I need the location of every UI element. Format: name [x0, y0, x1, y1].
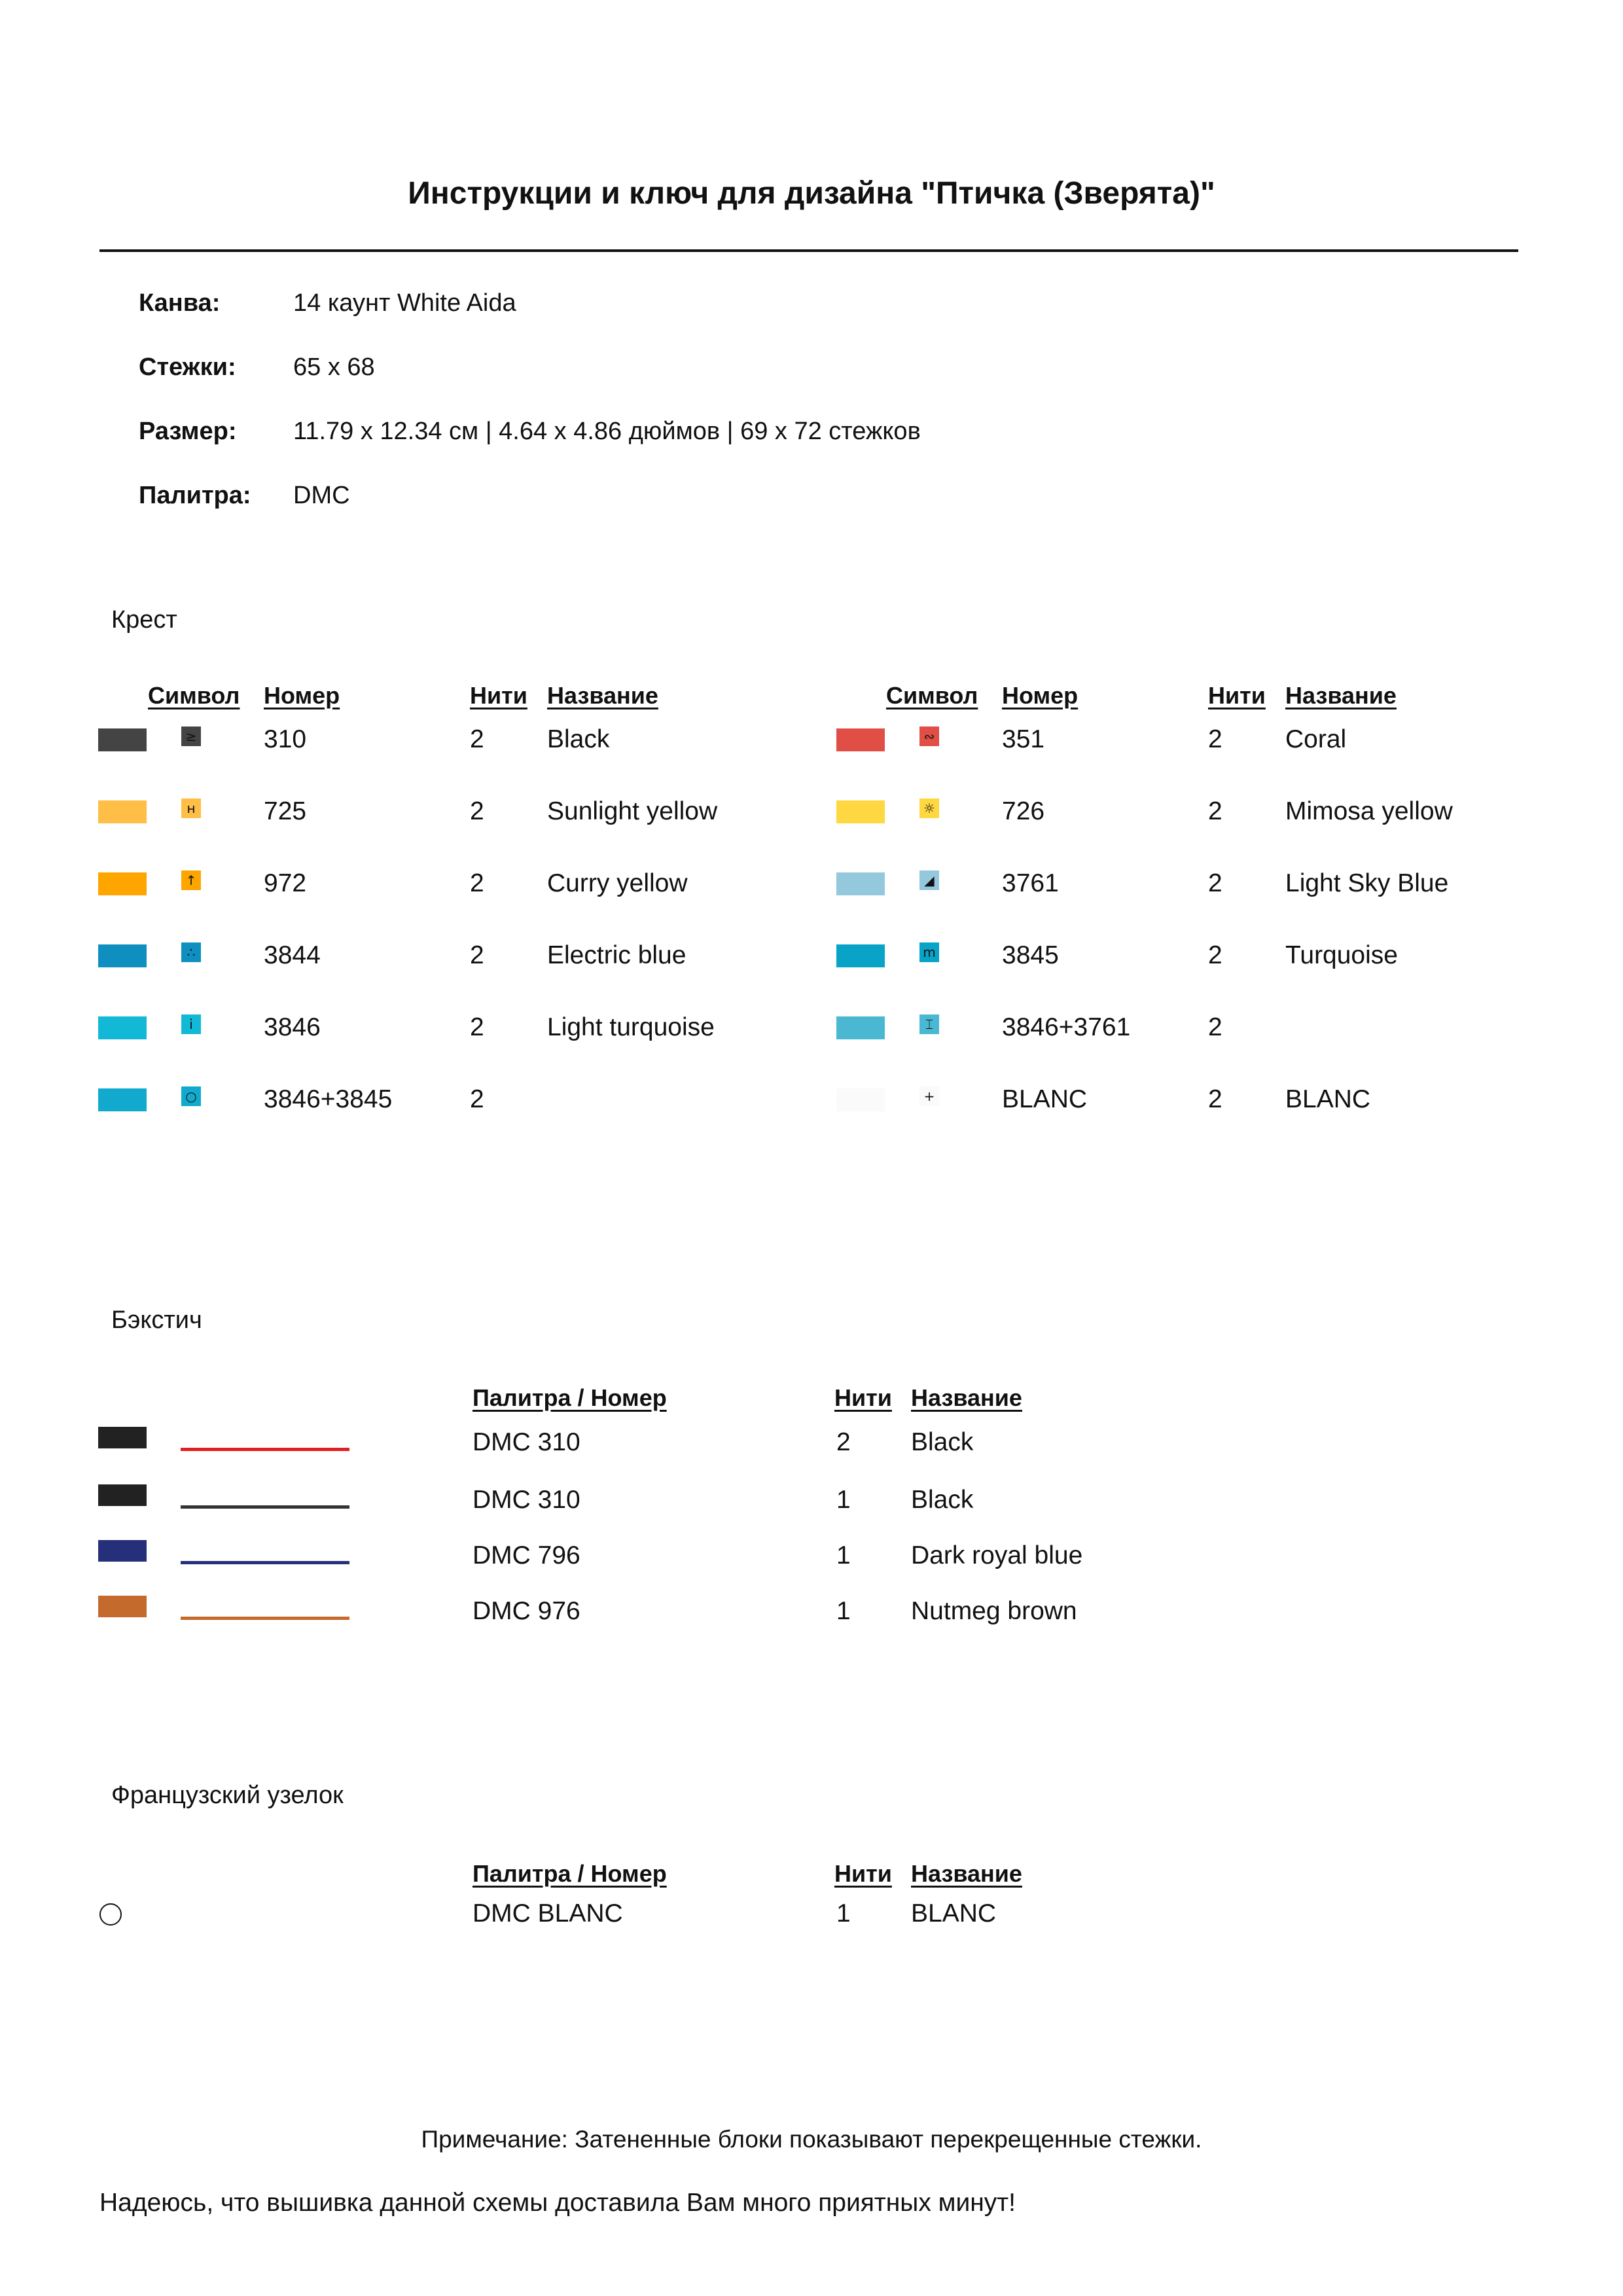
backstitch-line-sample	[181, 1448, 349, 1451]
palette-label: Палитра:	[139, 482, 251, 509]
backstitch-swatch	[98, 1540, 147, 1562]
backstitch-name: Nutmeg brown	[911, 1597, 1077, 1625]
thread-strands: 2	[470, 941, 484, 969]
thread-strands: 2	[470, 1013, 484, 1041]
thread-number: BLANC	[1002, 1085, 1088, 1113]
thread-name: Mimosa yellow	[1285, 797, 1453, 825]
cross-header-name-left: Название	[547, 682, 658, 709]
backstitch-section-title: Бэкстич	[111, 1306, 202, 1334]
stitches-label: Стежки:	[139, 353, 236, 381]
canvas-label: Канва:	[139, 289, 221, 317]
thread-number: 3846	[264, 1013, 321, 1041]
french-knot-circle-icon	[99, 1903, 122, 1926]
stitch-symbol-icon: ∾	[919, 726, 939, 746]
french-knot-header-strands: Нити	[834, 1860, 892, 1887]
french-knot-section-title: Французский узелок	[111, 1782, 344, 1809]
cross-header-number-right: Номер	[1002, 682, 1079, 709]
backstitch-line-sample	[181, 1561, 349, 1564]
cross-header-name-right: Название	[1285, 682, 1397, 709]
page-title: Инструкции и ключ для дизайна "Птичка (Зверята)"	[408, 176, 1215, 211]
backstitch-palette: DMC 796	[473, 1541, 580, 1570]
cross-header-strands-right: Нити	[1208, 682, 1266, 709]
thread-name: Black	[547, 725, 610, 753]
thread-name: BLANC	[1285, 1085, 1371, 1113]
backstitch-palette: DMC 310	[473, 1428, 580, 1456]
thread-name: Light turquoise	[547, 1013, 715, 1041]
stitches-value: 65 x 68	[293, 353, 375, 381]
backstitch-palette: DMC 976	[473, 1597, 580, 1625]
size-value: 11.79 x 12.34 см | 4.64 x 4.86 дюймов | 69 x 72 стежков	[293, 418, 921, 445]
french-knot-strands: 1	[836, 1899, 851, 1928]
thread-number: 3845	[1002, 941, 1059, 969]
color-swatch	[836, 944, 885, 967]
thread-strands: 2	[1208, 725, 1222, 753]
thread-name: Light Sky Blue	[1285, 869, 1449, 897]
french-knot-name: BLANC	[911, 1899, 997, 1928]
thread-name: Coral	[1285, 725, 1347, 753]
backstitch-strands: 1	[836, 1597, 851, 1625]
title-divider	[99, 249, 1518, 252]
cross-header-symbol-right: Символ	[886, 682, 978, 709]
thread-strands: 2	[1208, 869, 1222, 897]
color-swatch	[836, 1016, 885, 1039]
color-swatch	[98, 1016, 147, 1039]
backstitch-header-palette: Палитра / Номер	[473, 1384, 667, 1411]
thread-strands: 2	[470, 725, 484, 753]
cross-header-number-left: Номер	[264, 682, 340, 709]
backstitch-header-name: Название	[911, 1384, 1022, 1411]
thread-name: Sunlight yellow	[547, 797, 718, 825]
stitch-symbol-icon: i	[181, 1014, 201, 1034]
thread-number: 726	[1002, 797, 1045, 825]
color-swatch	[836, 800, 885, 823]
thread-strands: 2	[470, 1085, 484, 1113]
backstitch-line-sample	[181, 1617, 349, 1620]
thread-strands: 2	[470, 797, 484, 825]
backstitch-swatch	[98, 1427, 147, 1448]
cross-header-symbol-left: Символ	[148, 682, 240, 709]
thread-strands: 2	[1208, 941, 1222, 969]
french-knot-header-palette: Палитра / Номер	[473, 1860, 667, 1887]
thread-number: 310	[264, 725, 307, 753]
color-swatch	[98, 944, 147, 967]
backstitch-strands: 2	[836, 1428, 851, 1456]
thread-strands: 2	[470, 869, 484, 897]
color-swatch	[836, 872, 885, 895]
backstitch-strands: 1	[836, 1541, 851, 1570]
stitch-symbol-icon: m	[919, 942, 939, 962]
thread-name: Electric blue	[547, 941, 687, 969]
stitch-symbol-icon: ○	[181, 1086, 201, 1106]
thread-strands: 2	[1208, 797, 1222, 825]
thread-number: 3846+3845	[264, 1085, 393, 1113]
backstitch-palette: DMC 310	[473, 1486, 580, 1514]
thread-name: Turquoise	[1285, 941, 1398, 969]
cross-header-strands-left: Нити	[470, 682, 527, 709]
french-knot-header-name: Название	[911, 1860, 1022, 1887]
color-swatch	[98, 728, 147, 751]
stitch-symbol-icon: н	[181, 798, 201, 818]
backstitch-strands: 1	[836, 1486, 851, 1514]
stitch-symbol-icon: ◢	[919, 870, 939, 890]
note-text: Примечание: Затененные блоки показывают перекрещенные стежки.	[421, 2126, 1202, 2153]
backstitch-swatch	[98, 1484, 147, 1506]
stitch-symbol-icon: ∴	[181, 942, 201, 962]
thread-number: 3846+3761	[1002, 1013, 1131, 1041]
stitch-symbol-icon: ⌶	[919, 1014, 939, 1034]
backstitch-header-strands: Нити	[834, 1384, 892, 1411]
color-swatch	[836, 728, 885, 751]
thread-number: 725	[264, 797, 307, 825]
cross-section-title: Крест	[111, 606, 177, 634]
backstitch-name: Black	[911, 1428, 974, 1456]
thread-strands: 2	[1208, 1085, 1222, 1113]
backstitch-name: Black	[911, 1486, 974, 1514]
thread-number: 351	[1002, 725, 1045, 753]
stitch-symbol-icon: ☼	[919, 798, 939, 818]
stitch-symbol-icon: +	[919, 1086, 939, 1106]
french-knot-palette: DMC BLANC	[473, 1899, 623, 1928]
color-swatch	[98, 800, 147, 823]
thread-number: 3844	[264, 941, 321, 969]
backstitch-name: Dark royal blue	[911, 1541, 1083, 1570]
stitch-symbol-icon: ↑	[181, 870, 201, 890]
canvas-value: 14 каунт White Aida	[293, 289, 516, 317]
backstitch-line-sample	[181, 1505, 349, 1509]
stitch-symbol-icon: ≥	[181, 726, 201, 746]
thread-number: 972	[264, 869, 307, 897]
thread-strands: 2	[1208, 1013, 1222, 1041]
color-swatch	[98, 872, 147, 895]
thread-name: Curry yellow	[547, 869, 688, 897]
size-label: Размер:	[139, 418, 237, 445]
closing-text: Надеюсь, что вышивка данной схемы доставила Вам много приятных минут!	[99, 2189, 1016, 2217]
color-swatch	[836, 1088, 885, 1111]
color-swatch	[98, 1088, 147, 1111]
thread-number: 3761	[1002, 869, 1059, 897]
backstitch-swatch	[98, 1596, 147, 1617]
palette-value: DMC	[293, 482, 350, 509]
